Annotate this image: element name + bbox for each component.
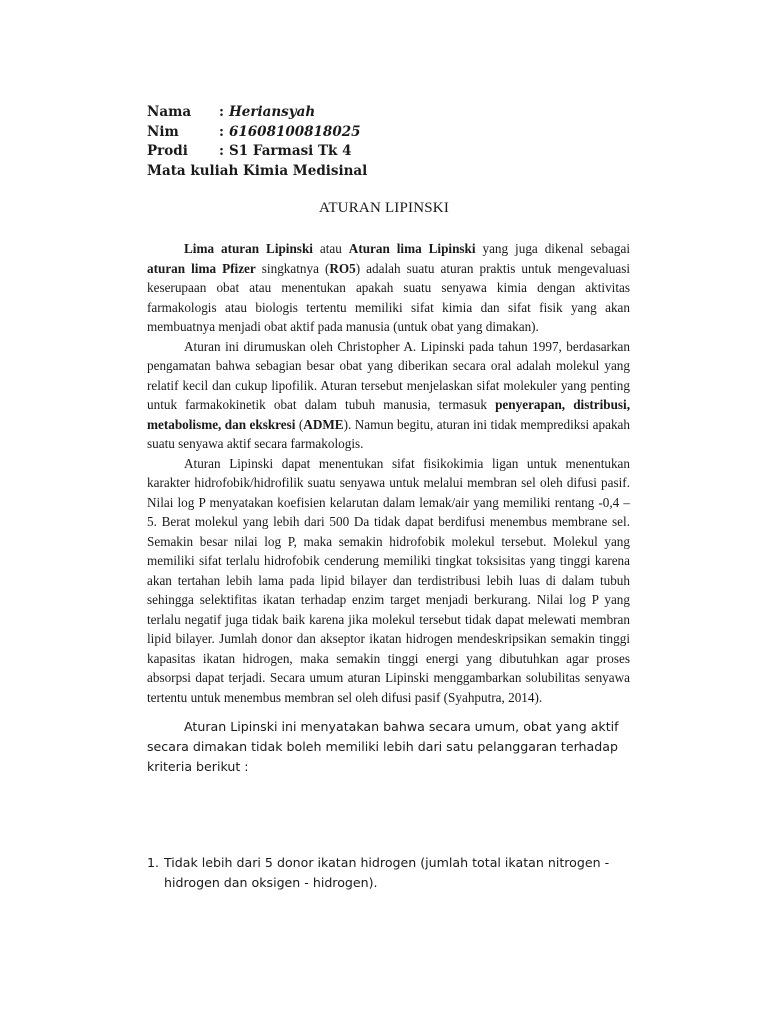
p1-text-3: singkatnya ( bbox=[255, 260, 330, 276]
name-value: Heriansyah bbox=[229, 104, 316, 120]
prodi-value: S1 Farmasi Tk 4 bbox=[229, 143, 352, 159]
prodi-label: Prodi bbox=[147, 143, 188, 159]
paragraph-1 bbox=[147, 239, 630, 337]
name-label: Nama bbox=[147, 104, 192, 120]
page-title: ATURAN LIPINSKI bbox=[318, 200, 450, 216]
course-label: Mata kuliah Kimia Medisinal bbox=[147, 162, 368, 179]
p2-bold-1: penyerapan, distribusi, metabolisme, dan ekskresi bbox=[147, 397, 631, 432]
list-item-text: Tidak lebih dari 5 donor ikatan hidrogen (jumlah total ikatan nitrogen - hidrogen dan oksigen - hidrogen). bbox=[164, 855, 610, 890]
name-row bbox=[147, 103, 367, 123]
p1-text-1: atau bbox=[312, 241, 349, 256]
p2-text-3: ). Namun begitu, aturan ini tidak memprediksi apakah suatu senyawa aktif secara farmakologis. bbox=[147, 416, 630, 451]
p1-bold-3: aturan lima Pfizer bbox=[147, 260, 256, 276]
paragraph-4: Aturan Lipinski ini menyatakan bahwa secara umum, obat yang aktif secara dimakan tidak boleh memiliki lebih dari satu pelanggaran terhadap kriteria berikut : bbox=[147, 719, 619, 774]
paragraph-3: Aturan Lipinski dapat menentukan sifat fisikokimia ligan untuk menentukan karakter hidrofobik/hidrofilik suatu senyawa untuk melalui membran sel oleh difusi pasif. Nilai log P menyatakan koefisien kelarutan dalam lemak/air yang memiliki rentang -0,4 – 5. Berat molekul yang lebih dari 500 Da tidak dapat berdifusi menembus membrane sel. Semakin besar nilai log P, maka semakin hidrofobik molekul tersebut. Molekul yang memiliki sifat terlalu hidrofobik cenderung memiliki tingkat toksisitas yang tinggi karena akan tertahan lebih lama pada lipid bilayer dan terdistribusi lebih luas di dalam tubuh sehingga selektifitas ikatan terhadap enzim target menjadi berkurang. Nilai log P yang terlalu negatif juga tidak baik karena jika molekul tersebut tidak dapat melewati membran lipid bilayer. Jumlah donor dan akseptor ikatan hidrogen mendeskripsikan semakin tinggi kapasitas ikatan hidrogen, maka semakin tinggi energi yang dibutuhkan agar proses absorpsi dapat terjadi. Secara umum aturan Lipinski menggambarkan solubilitas senyawa tertentu untuk menembus membran sel oleh difusi pasif (Syahputra, 2014). bbox=[147, 455, 630, 705]
p2-text-2: ( bbox=[295, 416, 304, 432]
criteria-list bbox=[147, 853, 630, 893]
p1-text-4: ) adalah suatu aturan praktis untuk mengevaluasi keserupaan obat atau menentukan apakah suatu senyawa kimia dengan aktivitas farmakologis atau biologis tertentu memiliki sifat kimia dan sifat fisik yang akan membuatnya menjadi obat aktif pada manusia (untuk obat yang dimakan). bbox=[147, 260, 631, 334]
p2-bold-2: ADME bbox=[303, 416, 344, 432]
student-info bbox=[147, 103, 367, 181]
list-item bbox=[147, 853, 630, 893]
list-item-number: 1. bbox=[147, 855, 160, 870]
p1-text-2: yang juga dikenal sebagai bbox=[475, 241, 631, 256]
nim-label: Nim bbox=[147, 123, 179, 140]
p1-bold-4: RO5 bbox=[329, 260, 356, 276]
document-body bbox=[147, 239, 630, 777]
nim-row bbox=[147, 123, 367, 143]
nim-sep: : bbox=[219, 123, 224, 140]
name-sep: : bbox=[219, 104, 224, 120]
p2-text-1: Aturan ini dirumuskan oleh Christopher A. Lipinski pada tahun 1997, berdasarkan pengamatan bahwa sebagian besar obat yang diberikan secara oral adalah molekul yang relatif kecil dan cukup lipofilik. Aturan tersebut menjelaskan sifat molekuler yang penting untuk farmakokinetik obat dalam tubuh manusia, termasuk bbox=[147, 338, 630, 412]
prodi-row bbox=[147, 142, 367, 162]
p1-bold-1: Lima aturan Lipinski bbox=[184, 241, 313, 256]
paragraph-2 bbox=[147, 337, 630, 454]
nim-value: 61608100818025 bbox=[229, 123, 361, 140]
prodi-sep: : bbox=[219, 143, 224, 159]
p1-bold-2: Aturan lima Lipinski bbox=[348, 241, 476, 256]
course-row bbox=[147, 162, 367, 182]
